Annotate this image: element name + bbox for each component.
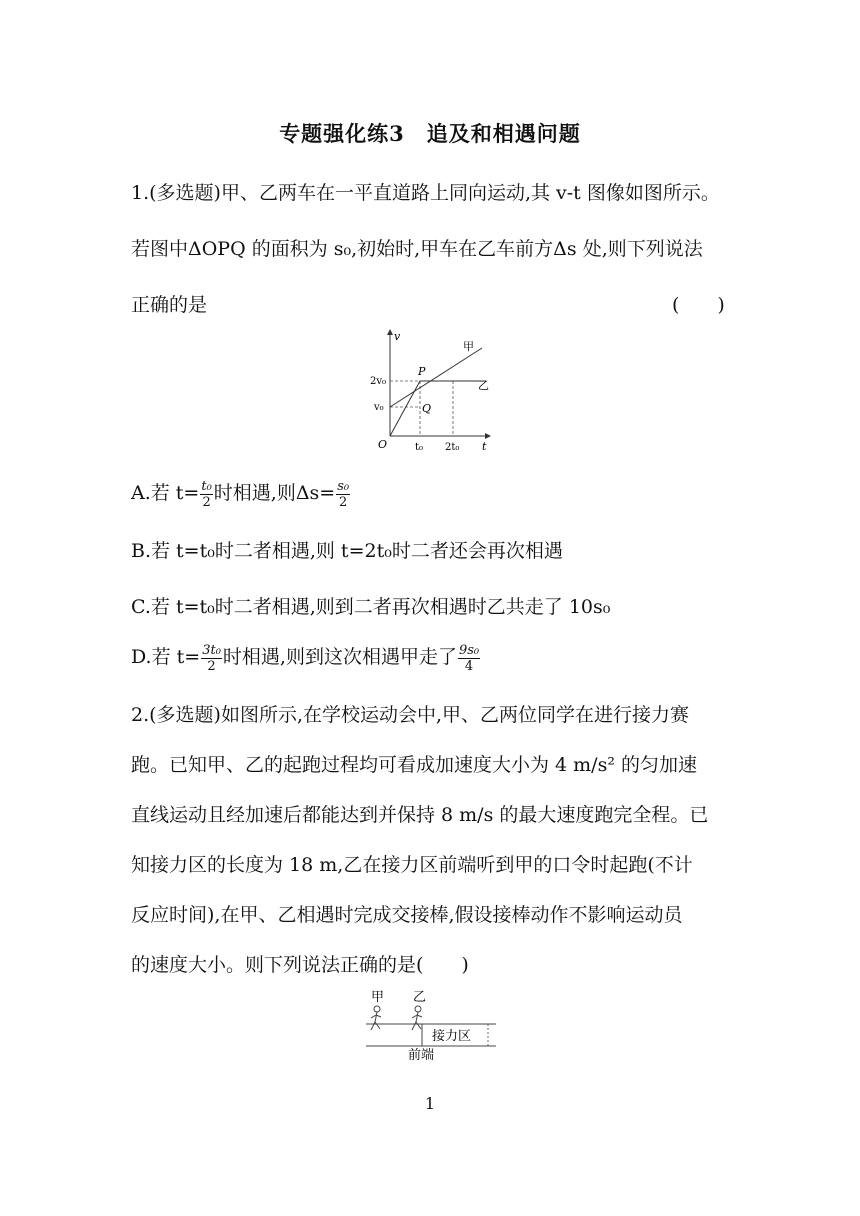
q2-relay-figure [360, 986, 502, 1062]
q1-stem-line1: 1.(多选题)甲、乙两车在一平直道路上同向运动,其 v-t 图像如图所示。 [131, 182, 720, 204]
relay-zone-label: 接力区 [432, 1029, 472, 1044]
q1-option-b: B.若 t=t₀时二者相遇,则 t=2t₀时二者还会再次相遇 [131, 540, 563, 562]
q1-stem-line3: 正确的是 [131, 294, 208, 316]
q2-stem-line4: 知接力区的长度为 18 m,乙在接力区前端听到甲的口令时起跑(不计 [131, 854, 693, 876]
page-number: 1 [424, 1094, 436, 1113]
q2-stem-line3: 直线运动且经加速后都能达到并保持 8 m/s 的最大速度跑完全程。已 [131, 804, 709, 826]
q1-answer-bracket: ( ) [672, 294, 725, 316]
q2-stem-line2: 跑。已知甲、乙的起跑过程均可看成加速度大小为 4 m/s² 的匀加速 [131, 754, 697, 776]
q1-option-c: C.若 t=t₀时二者相遇,则到二者再次相遇时乙共走了 10s₀ [131, 596, 611, 618]
v-axis-label: v [394, 330, 401, 343]
q2-stem-line1: 2.(多选题)如图所示,在学校运动会中,甲、乙两位同学在进行接力赛 [131, 704, 690, 726]
q2-stem-line6: 的速度大小。则下列说法正确的是( ) [131, 954, 469, 976]
series-yi-label: 乙 [478, 379, 489, 392]
point-q-label: Q [422, 402, 432, 415]
front-end-label: 前端 [408, 1048, 435, 1062]
runner-yi-label: 乙 [413, 990, 427, 1005]
runner-jia-label: 甲 [371, 990, 385, 1005]
tick-2v0: 2v₀ [370, 376, 387, 387]
q1-stem-line2: 若图中ΔOPQ 的面积为 s₀,初始时,甲车在乙车前方Δs 处,则下列说法 [131, 238, 703, 260]
tick-t0: t₀ [415, 442, 424, 453]
q1-option-a: A.若 t= $\frac{\text{t₀}}{2}$ 时相遇,则Δs= $\frac{\text{s₀}}{2}$ [131, 478, 350, 510]
series-jia-line [390, 348, 482, 407]
tick-v0: v₀ [374, 402, 384, 413]
q2-stem-line5: 反应时间),在甲、乙相遇时完成交接棒,假设接棒动作不影响运动员 [131, 904, 683, 926]
runner-jia-icon [371, 1006, 381, 1030]
page-title: 专题强化练3 追及和相遇问题 [279, 121, 581, 146]
series-yi-line [390, 381, 486, 436]
q1-option-d: D.若 t= $\frac{\text{3t₀}}{2}$ 时相遇,则到这次相遇甲走了 $\frac{\text{9s₀}}{4}$ [131, 642, 480, 674]
series-jia-label: 甲 [463, 340, 474, 353]
runner-yi-icon [412, 1006, 422, 1030]
tick-2t0: 2t₀ [445, 442, 460, 453]
t-axis-label: t [482, 440, 487, 453]
origin-label: O [378, 438, 388, 451]
point-p-label: P [418, 365, 426, 378]
q1-vt-graph [364, 326, 500, 456]
